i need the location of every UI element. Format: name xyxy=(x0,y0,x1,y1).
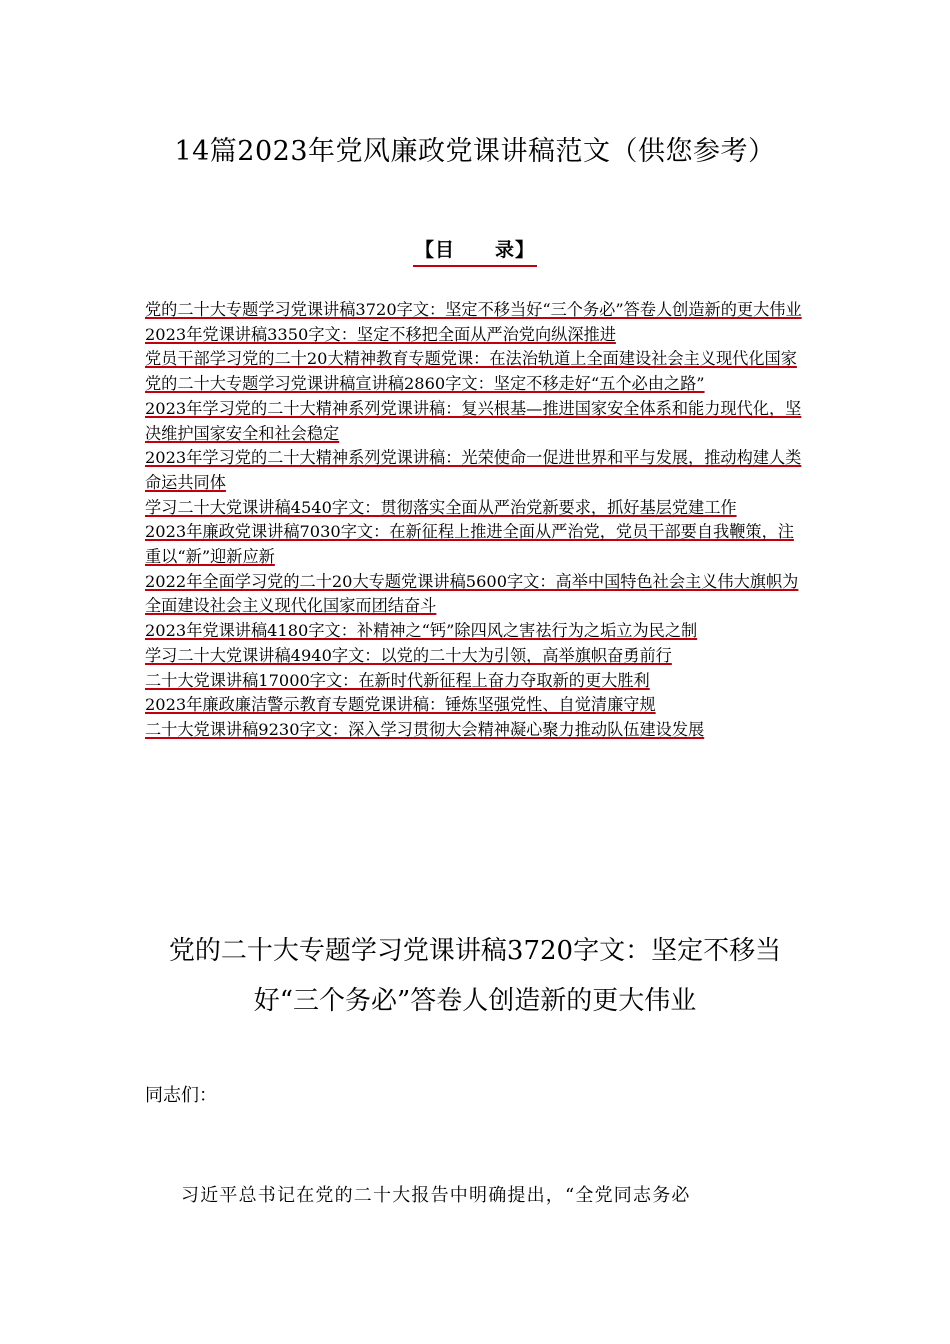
toc-item[interactable] xyxy=(145,323,810,348)
toc-link[interactable]: 二十大党课讲稿17000字文：在新时代新征程上奋力夺取新的更大胜利 xyxy=(145,670,650,690)
toc-link[interactable]: 党的二十大专题学习党课讲稿3720字文：坚定不移当好“三个务必”答卷人创造新的更大伟业 xyxy=(145,300,802,319)
toc-item[interactable] xyxy=(145,446,810,495)
toc-link[interactable]: 2022年全面学习党的二十20大专题党课讲稿5600字文：高举中国特色社会主义伟大旗帜为全面建设社会主义现代化国家而团结奋斗 xyxy=(145,571,799,616)
toc-item[interactable] xyxy=(145,372,810,397)
toc-heading-text: 【目 录】 xyxy=(413,236,537,267)
toc-link[interactable]: 学习二十大党课讲稿4540字文：贯彻落实全面从严治党新要求，抓好基层党建工作 xyxy=(145,497,737,517)
toc-item[interactable] xyxy=(145,520,810,569)
toc-link[interactable]: 2023年廉政廉洁警示教育专题党课讲稿：锤炼坚强党性、自觉清廉守规 xyxy=(145,695,656,715)
toc-link[interactable]: 2023年党课讲稿4180字文：补精神之“钙”除四风之害祛行为之垢立为民之制 xyxy=(145,621,698,641)
toc-link[interactable]: 2023年廉政党课讲稿7030字文：在新征程上推进全面从严治党，党员干部要自我鞭策，注重以“新”迎新应新 xyxy=(145,522,794,567)
toc-link[interactable]: 学习二十大党课讲稿4940字文：以党的二十大为引领，高举旗帜奋勇前行 xyxy=(145,645,672,665)
toc-link[interactable]: 2023年党课讲稿3350字文：坚定不移把全面从严治党向纵深推进 xyxy=(145,324,616,344)
toc-item[interactable] xyxy=(145,570,810,619)
toc-link[interactable]: 2023年学习党的二十大精神系列党课讲稿：复兴根基—推进国家安全体系和能力现代化，坚决维护国家安全和社会稳定 xyxy=(145,398,802,443)
toc-link[interactable]: 二十大党课讲稿9230字文：深入学习贯彻大会精神凝心聚力推动队伍建设发展 xyxy=(145,719,705,739)
toc-item[interactable] xyxy=(145,644,810,669)
toc-link[interactable]: 党的二十大专题学习党课讲稿宣讲稿2860字文：坚定不移走好“五个必由之路” xyxy=(145,374,705,394)
toc-item[interactable] xyxy=(145,718,810,743)
table-of-contents xyxy=(145,298,810,743)
toc-link[interactable]: 党员干部学习党的二十20大精神教育专题党课：在法治轨道上全面建设社会主义现代化国家 xyxy=(145,349,797,369)
toc-item[interactable] xyxy=(145,397,810,446)
document-title: 14篇2023年党风廉政党课讲稿范文（供您参考） xyxy=(174,136,776,167)
section-title: 党的二十大专题学习党课讲稿3720字文：坚定不移当好“三个务必”答卷人创造新的更大伟业 xyxy=(168,936,782,1016)
toc-item[interactable] xyxy=(145,619,810,644)
toc-item[interactable] xyxy=(145,347,810,372)
toc-item[interactable] xyxy=(145,693,810,718)
greeting: 同志们： xyxy=(145,1085,217,1106)
toc-heading xyxy=(0,236,950,267)
toc-item[interactable] xyxy=(145,496,810,521)
toc-link[interactable]: 2023年学习党的二十大精神系列党课讲稿：光荣使命一促进世界和平与发展，推动构建人类命运共同体 xyxy=(145,448,802,492)
toc-item[interactable] xyxy=(145,669,810,694)
toc-item[interactable] xyxy=(145,298,810,323)
body-paragraph: 习近平总书记在党的二十大报告中明确提出，“全党同志务必 xyxy=(181,1185,691,1206)
